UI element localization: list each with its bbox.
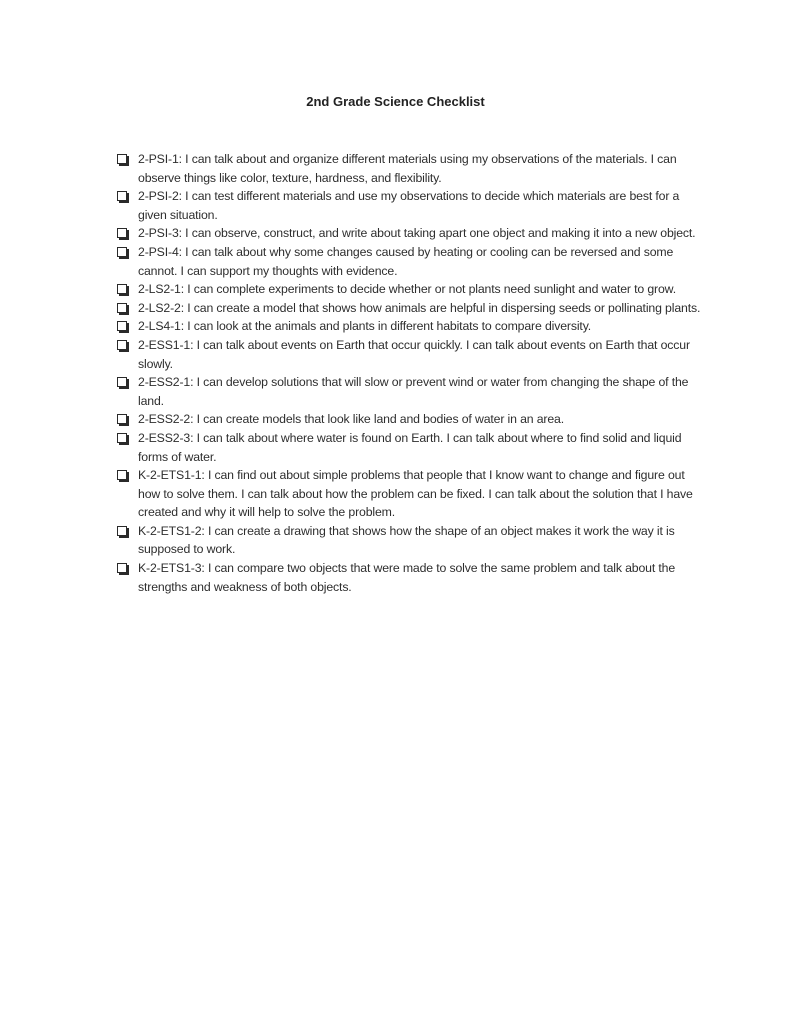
checklist-item-text: 2-ESS1-1: I can talk about events on Earth that occur quickly. I can talk about events on Earth that occur slowly. (138, 337, 690, 371)
checklist-item (117, 373, 709, 410)
checkbox-icon (117, 433, 127, 443)
checkbox-cell (117, 373, 138, 387)
checklist-item-text: 2-LS2-1: I can complete experiments to decide whether or not plants need sunlight and water to grow. (138, 282, 677, 297)
checklist-item-text: 2-PSI-2: I can test different materials and use my observations to decide which materials are best for a given situation. (138, 189, 680, 222)
checklist-item-text: 2-ESS2-1: I can develop solutions that will slow or prevent wind or water from changing the shape of the land. (138, 375, 689, 408)
checkbox-cell (117, 336, 138, 350)
checklist-item (117, 522, 709, 559)
checklist-item (117, 317, 709, 336)
checklist-item (117, 410, 709, 429)
checkbox-cell (117, 410, 138, 424)
checkbox-cell (117, 429, 138, 443)
checkbox-icon (117, 526, 127, 536)
page-title: 2nd Grade Science Checklist (306, 94, 485, 109)
checklist-item (117, 559, 709, 596)
checkbox-cell (117, 317, 138, 331)
checkbox-icon (117, 321, 127, 331)
checklist-item (117, 187, 709, 224)
checklist-item-text: 2-ESS2-3: I can talk about where water is found on Earth. I can talk about where to find solid and liquid forms of water. (138, 430, 682, 464)
checkbox-cell (117, 299, 138, 313)
checkbox-cell (117, 224, 138, 238)
checkbox-icon (117, 303, 127, 313)
checklist-item-text: 2-PSI-4: I can talk about why some changes caused by heating or cooling can be reversed and some cannot. I can support my thoughts with evidence. (138, 244, 674, 278)
checkbox-icon (117, 228, 127, 238)
checklist-item-text: 2-PSI-1: I can talk about and organize different materials using my observations of the materials. I can observe things like color, texture, hardness, and flexibility. (138, 152, 677, 185)
checkbox-cell (117, 187, 138, 201)
checklist-item-text: 2-ESS2-2: I can create models that look like land and bodies of water in an area. (138, 412, 565, 427)
checklist-item (117, 280, 709, 299)
checkbox-icon (117, 377, 127, 387)
checklist-item (117, 336, 709, 373)
checklist-item-text: K-2-ETS1-1: I can find out about simple problems that people that I know want to change and figure out how to solve them. I can talk about how the problem can be fixed. I can talk about the solution that I have created and why it will help to solve the problem. (138, 468, 693, 520)
checkbox-icon (117, 414, 127, 424)
checkbox-icon (117, 284, 127, 294)
checkbox-cell (117, 150, 138, 164)
checkbox-cell (117, 280, 138, 294)
checklist (117, 150, 709, 596)
checkbox-icon (117, 247, 127, 257)
checklist-item-text: K-2-ETS1-2: I can create a drawing that shows how the shape of an object makes it work the way it is supposed to work. (138, 523, 675, 557)
checkbox-cell (117, 559, 138, 573)
checkbox-icon (117, 154, 127, 164)
checkbox-icon (117, 340, 127, 350)
checklist-item (117, 224, 709, 243)
checkbox-icon (117, 563, 127, 573)
checkbox-icon (117, 470, 127, 480)
checklist-item-text: 2-PSI-3: I can observe, construct, and write about taking apart one object and making it into a new object. (138, 226, 696, 241)
checklist-item (117, 150, 709, 187)
checklist-item (117, 243, 709, 280)
checklist-item (117, 299, 709, 318)
checklist-item-text: 2-LS4-1: I can look at the animals and plants in different habitats to compare diversity. (138, 319, 592, 334)
checklist-item (117, 429, 709, 466)
checkbox-cell (117, 522, 138, 536)
checkbox-cell (117, 243, 138, 257)
checkbox-cell (117, 466, 138, 480)
checklist-item-text: K-2-ETS1-3: I can compare two objects that were made to solve the same problem and talk about the strengths and weakness of both objects. (138, 561, 676, 594)
checklist-item (117, 466, 709, 522)
checkbox-icon (117, 191, 127, 201)
checklist-item-text: 2-LS2-2: I can create a model that shows how animals are helpful in dispersing seeds or pollinating plants. (138, 300, 701, 315)
